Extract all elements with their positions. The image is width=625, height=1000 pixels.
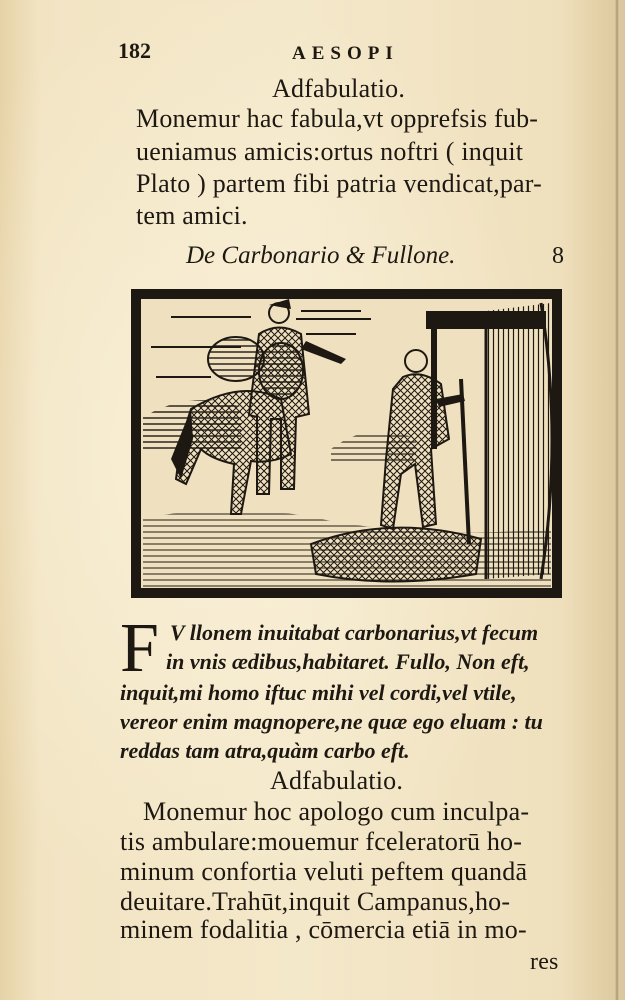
running-title: AESOPI — [292, 43, 399, 64]
moral-heading: Adfabulatio. — [272, 74, 406, 103]
moral-line: ueniamus amicis:ortus noftri ( inquit — [136, 137, 524, 166]
fable-line: inquit,mi homo iftuc mihi vel cordi,vel vtile, — [120, 680, 517, 705]
catchword: res — [530, 949, 559, 975]
moral-line: minem fodalitia , cōmercia etiā in mo- — [120, 915, 527, 944]
page-gutter-shadow — [615, 0, 619, 1000]
fable-line: vereor enim magnopere,ne quæ ego eluam : tu — [120, 709, 543, 734]
moral-line: minum confortia veluti peftem quandā — [120, 857, 528, 886]
moral-line: tis ambulare:mouemur fceleratorū ho- — [120, 827, 523, 856]
fable-line: V llonem inuitabat carbonarius,vt fecum — [170, 620, 539, 645]
page-number: 182 — [118, 38, 151, 63]
moral-line: Monemur hac fabula,vt opprefsis fub- — [136, 104, 539, 133]
moral-line: Plato ) partem fibi patria vendicat,par- — [136, 169, 542, 198]
moral-line: tem amici. — [136, 201, 248, 230]
moral-line: deuitare.Trahūt,inquit Campanus,ho- — [120, 887, 511, 916]
fable-line: in vnis ædibus,habitaret. Fullo, Non eft, — [166, 649, 530, 674]
moral-line: Monemur hoc apologo cum inculpa- — [143, 797, 530, 826]
woodcut-charcoal-burner-and-fuller-icon — [131, 289, 562, 598]
fable-number: 8 — [552, 243, 564, 269]
fable-title: De Carbonario & Fullone. — [186, 242, 456, 269]
moral-heading: Adfabulatio. — [270, 766, 404, 795]
drop-cap: F — [120, 610, 159, 687]
fable-line: reddas tam atra,quàm carbo eft. — [120, 738, 410, 763]
